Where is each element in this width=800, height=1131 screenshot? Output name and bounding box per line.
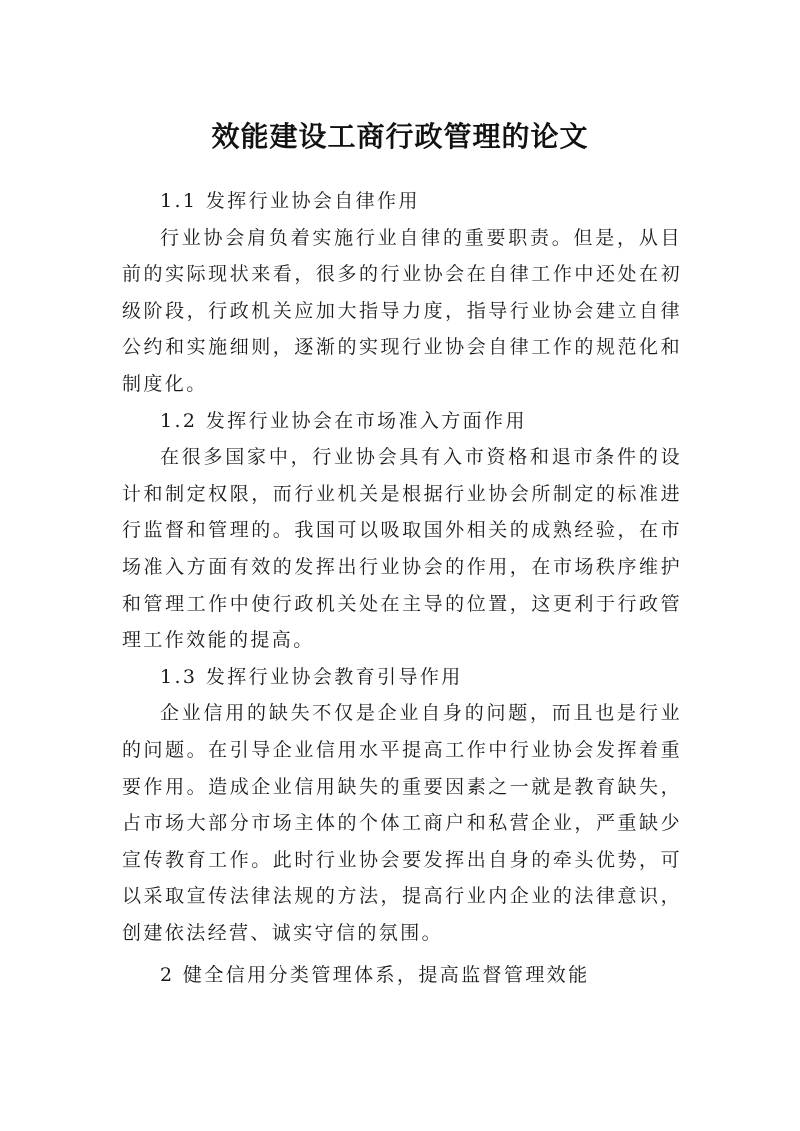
- paragraph-1-1: 行业协会肩负着实施行业自律的重要职责。但是，从目前的实际现状来看，很多的行业协会在自律工作中还处在初级阶段，行政机关应加大指导力度，指导行业协会建立自律公约和实施细则，逐渐的实现行业协会自律工作的规范化和制度化。: [122, 226, 682, 395]
- paragraph-1-3: 企业信用的缺失不仅是企业自身的问题，而且也是行业的问题。在引导企业信用水平提高工作中行业协会发挥着重要作用。造成企业信用缺失的重要因素之一就是教育缺失，占市场大部分市场主体的个体工商户和私营企业，严重缺少宣传教育工作。此时行业协会要发挥出自身的牵头优势，可以采取宣传法律法规的方法，提高行业内企业的法律意识，创建依法经营、诚实守信的氛围。: [122, 702, 682, 944]
- section-heading-1-1: 1.1 发挥行业协会自律作用: [160, 190, 420, 212]
- document-title: 效能建设工商行政管理的论文: [211, 119, 589, 153]
- section-heading-2: 2 健全信用分类管理体系，提高监督管理效能: [160, 964, 590, 987]
- section-heading-1-2: 1.2 发挥行业协会在市场准入方面作用: [160, 409, 527, 432]
- section-heading-1-3: 1.3 发挥行业协会教育引导作用: [160, 665, 463, 688]
- paragraph-1-2: 在很多国家中，行业协会具有入市资格和退市条件的设计和制定权限，而行业机关是根据行业协会所制定的标准进行监督和管理的。我国可以吸取国外相关的成熟经验，在市场准入方面有效的发挥出行业协会的作用，在市场秩序维护和管理工作中使行政机关处在主导的位置，这更利于行政管理工作效能的提高。: [122, 446, 682, 652]
- document-body: [122, 183, 682, 994]
